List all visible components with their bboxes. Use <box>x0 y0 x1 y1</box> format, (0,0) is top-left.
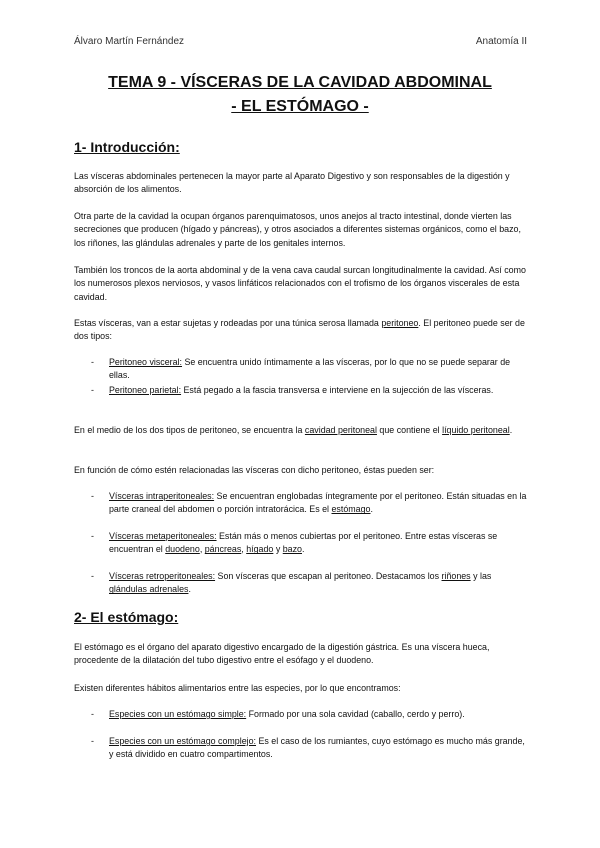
underlined-term: Especies con un estómago complejo: <box>109 736 257 746</box>
text-run: , <box>199 544 205 555</box>
text-run: Formado por una sola cavidad (caballo, cerdo y perro). <box>246 709 465 719</box>
text-run: Estas vísceras, van a estar sujetas y rodeadas por una túnica serosa llamada <box>74 318 382 328</box>
text-run: y <box>273 544 283 555</box>
underlined-term: duodeno <box>165 544 200 555</box>
paragraph <box>74 424 530 437</box>
text-run: En el medio de los dos tipos de peritoneo, se encuentra la <box>74 425 305 435</box>
page-title: TEMA 9 - VÍSCERAS DE LA CAVIDAD ABDOMINAL <box>108 74 492 91</box>
bullet-dash: - <box>91 571 94 581</box>
text-run: Son vísceras que escapan al peritoneo. Destacamos los <box>215 571 442 581</box>
paragraph <box>74 464 530 477</box>
underlined-term: Especies con un estómago simple: <box>109 709 247 719</box>
section-heading-introduccion: 1- Introducción: <box>74 139 180 155</box>
paragraph <box>74 210 530 250</box>
text-run: Las vísceras abdominales pertenecen la mayor parte al Aparato Digestivo y son responsables de la digestión y absorción de los alimentos. <box>74 171 510 195</box>
paragraph <box>74 682 530 695</box>
text-run: Otra parte de la cavidad la ocupan órganos parenquimatosos, unos anejos al tracto intestinal, donde vierten las secreciones que producen (hígado y páncreas), y otros asociados a diferentes sistemas orgánicos, como el bazo, los riñones, las glándulas adrenales y parte de los genitales internos. <box>74 211 521 248</box>
underlined-term: bazo <box>282 544 302 555</box>
bullet-dash: - <box>91 531 94 541</box>
underlined-term: Peritoneo visceral: <box>109 357 183 367</box>
underlined-term: riñones <box>441 571 471 581</box>
text-run: Es el caso de los rumiantes, cuyo estómago es mucho más grande, y está dividido en cuatro compartimentos. <box>109 736 525 760</box>
text-run: En función de cómo estén relacionadas las vísceras con dicho peritoneo, éstas pueden ser: <box>74 465 435 475</box>
underlined-term: Vísceras intraperitoneales: <box>109 491 215 501</box>
list-item <box>91 708 529 721</box>
list-item <box>91 356 529 383</box>
paragraph <box>74 317 530 344</box>
list-item <box>91 570 529 597</box>
bullet-dash: - <box>91 736 94 746</box>
text-run: Se encuentra unido íntimamente a las vísceras, por lo que no se puede separar de ellas. <box>109 357 511 381</box>
header-subject: Anatomía II <box>475 36 527 47</box>
underlined-term: peritoneo <box>381 318 419 328</box>
bullet-dash: - <box>91 357 94 367</box>
text-run: . <box>301 544 305 555</box>
bullet-dash: - <box>91 385 94 395</box>
underlined-term: Vísceras metaperitoneales: <box>109 531 217 541</box>
text-run: y las <box>470 571 492 581</box>
underlined-term: Vísceras retroperitoneales: <box>109 571 216 581</box>
list-item <box>91 384 529 397</box>
underlined-term: glándulas adrenales <box>109 584 189 595</box>
bullet-dash: - <box>91 709 94 719</box>
text-run: Existen diferentes hábitos alimentarios entre las especies, por lo que encontramos: <box>74 683 401 693</box>
paragraph <box>74 641 530 668</box>
text-run: . El peritoneo puede ser de dos tipos: <box>74 318 525 342</box>
text-run: . <box>509 425 513 435</box>
underlined-term: páncreas <box>204 544 242 555</box>
text-run: También los troncos de la aorta abdominal y de la vena cava caudal surcan longitudinalmente la cavidad. Así como los numerosos plexos nerviosos, y vasos linfáticos relacionados con el trofismo de los órganos viscerales de esta cavidad. <box>74 265 526 302</box>
text-run: . <box>370 504 373 515</box>
text-run: . <box>188 584 191 595</box>
text-run: Está pegado a la fascia transversa e interviene en la sujección de las vísceras. <box>181 385 494 395</box>
text-run: , <box>241 544 247 555</box>
list-item <box>91 490 529 517</box>
underlined-term: estómago <box>331 504 371 515</box>
text-run: Están más o menos cubiertas por el peritoneo. Entre estas vísceras se encuentran el <box>109 531 498 555</box>
paragraph <box>74 264 530 304</box>
bullet-dash: - <box>91 491 94 501</box>
list-item <box>91 735 529 762</box>
text-run: que contiene el <box>376 425 443 435</box>
section-heading-estomago: 2- El estómago: <box>74 609 179 625</box>
list-item <box>91 530 529 557</box>
underlined-term: hígado <box>246 544 274 555</box>
text-run: El estómago es el órgano del aparato digestivo encargado de la digestión gástrica. Es una víscera hueca, procedente de la dilatación del tubo digestivo entre el esófago y el duodeno. <box>74 642 490 666</box>
page-subtitle: - EL ESTÓMAGO - <box>231 98 369 115</box>
text-run: Se encuentran englobadas íntegramente por el peritoneo. Están situadas en la parte craneal del abdomen o porción intratorácica. Es el <box>109 491 527 515</box>
header-author: Álvaro Martín Fernández <box>74 36 185 47</box>
underlined-term: cavidad peritoneal <box>304 425 377 435</box>
paragraph <box>74 170 530 197</box>
underlined-term: líquido peritoneal <box>442 425 510 435</box>
underlined-term: Peritoneo parietal: <box>109 385 182 395</box>
